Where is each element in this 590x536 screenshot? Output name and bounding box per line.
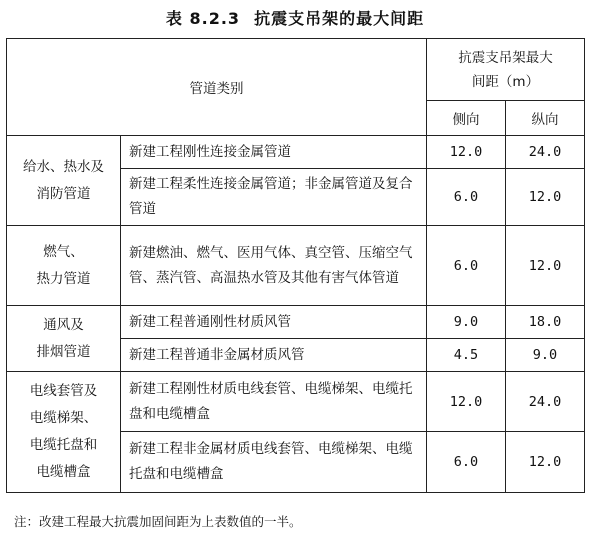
category-line: 电缆槽盒 [36, 464, 91, 480]
table-caption [0, 6, 590, 29]
category-cell [7, 372, 121, 493]
pipe-description: 新建工程刚性材质电线套管、电缆梯架、电缆托盘和电缆槽盒 [121, 372, 427, 432]
lateral-spacing: 6.0 [427, 432, 506, 493]
category-cell [7, 136, 121, 226]
pipe-description: 新建工程普通刚性材质风管 [121, 306, 427, 339]
lateral-spacing: 6.0 [427, 169, 506, 226]
pipe-description: 新建工程非金属材质电线套管、电缆梯架、电缆托盘和电缆槽盒 [121, 432, 427, 493]
table-title: 抗震支吊架的最大间距 [254, 9, 425, 28]
pipe-description: 新建工程普通非金属材质风管 [121, 339, 427, 372]
lateral-spacing: 4.5 [427, 339, 506, 372]
table-row [7, 372, 585, 432]
header-row [7, 39, 585, 101]
category-line: 电缆托盘和 [29, 437, 98, 453]
longitudinal-spacing: 12.0 [506, 169, 585, 226]
spacing-table [6, 38, 585, 493]
longitudinal-spacing: 12.0 [506, 432, 585, 493]
table-body [7, 39, 585, 493]
category-line: 排烟管道 [36, 343, 91, 360]
category-line: 电缆梯架、 [29, 410, 98, 426]
category-line: 热力管道 [36, 270, 91, 287]
table-row [7, 136, 585, 169]
category-line: 给水、热水及 [23, 158, 104, 175]
pipe-description: 新建燃油、燃气、医用气体、真空管、压缩空气管、蒸汽管、高温热水管及其他有害气体管道 [121, 226, 427, 306]
header-max-spacing [427, 39, 585, 101]
longitudinal-spacing: 18.0 [506, 306, 585, 339]
longitudinal-spacing: 12.0 [506, 226, 585, 306]
header-pipe-type: 管道类别 [7, 39, 427, 136]
longitudinal-spacing: 24.0 [506, 372, 585, 432]
lateral-spacing: 12.0 [427, 136, 506, 169]
category-line: 通风及 [43, 316, 84, 333]
table-note: 注：改建工程最大抗震加固间距为上表数值的一半。 [14, 514, 302, 529]
lateral-spacing: 12.0 [427, 372, 506, 432]
header-lateral: 侧向 [427, 101, 506, 136]
longitudinal-spacing: 24.0 [506, 136, 585, 169]
category-line: 燃气、 [43, 243, 84, 260]
pipe-description: 新建工程刚性连接金属管道 [121, 136, 427, 169]
category-cell [7, 306, 121, 372]
header-max-spacing-line1: 抗震支吊架最大 [458, 49, 553, 66]
lateral-spacing: 6.0 [427, 226, 506, 306]
header-longitudinal: 纵向 [506, 101, 585, 136]
table-row [7, 226, 585, 306]
category-line: 消防管道 [36, 185, 91, 202]
longitudinal-spacing: 9.0 [506, 339, 585, 372]
lateral-spacing: 9.0 [427, 306, 506, 339]
table-number: 表 8.2.3 [165, 9, 241, 28]
table-row [7, 306, 585, 339]
header-max-spacing-line2: 间距（m） [471, 73, 540, 90]
pipe-description: 新建工程柔性连接金属管道；非金属管道及复合管道 [121, 169, 427, 226]
category-line: 电线套管及 [29, 383, 98, 399]
category-cell [7, 226, 121, 306]
